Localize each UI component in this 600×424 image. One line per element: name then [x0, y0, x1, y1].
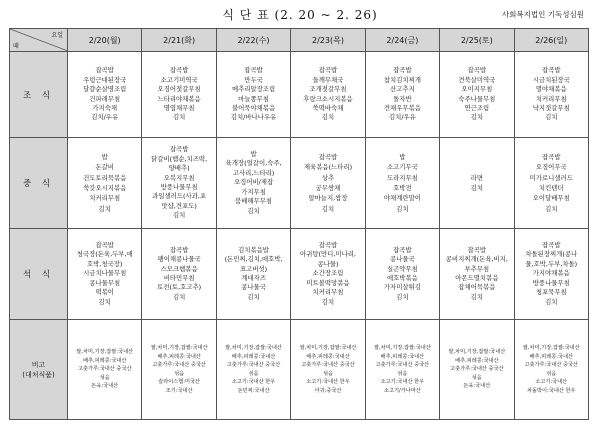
menu-item: 돈육:국내산 — [91, 383, 119, 390]
menu-item: 잡곡밥 — [318, 241, 338, 250]
menu-item: 오이달배무침 — [532, 194, 570, 203]
menu-item: 상추 — [321, 173, 335, 182]
origin-note-cell — [142, 320, 216, 420]
menu-item: 잡곡밥 — [169, 245, 189, 254]
menu-item: 고춧가루:국내산 중국산 — [301, 362, 355, 368]
menu-item: 아몬드멸치볶음 — [455, 274, 499, 282]
menu-item: 고춧가루:국내산 중국산 — [375, 362, 430, 368]
menu-item: 알마늘지,쌈장 — [308, 194, 348, 203]
menu-item: 가지야채볶음 — [532, 269, 570, 278]
menu-item: 시금치나물무침 — [83, 269, 127, 278]
menu-cell — [142, 52, 216, 138]
menu-item: 오징어무국 — [535, 163, 567, 172]
menu-item: 돌자반 — [393, 94, 412, 103]
menu-item: 콩나물국 — [241, 283, 266, 292]
menu-cell — [291, 52, 365, 138]
menu-item: 치커리무침 — [312, 288, 344, 297]
menu-item: 김치 — [321, 297, 335, 306]
menu-cell — [216, 52, 290, 138]
menu-cell — [68, 229, 142, 320]
menu-item: 마늘쫑무침 — [238, 94, 269, 103]
menu-cell — [514, 229, 588, 320]
menu-item: 김치 — [98, 204, 111, 213]
menu-item: 표고버섯) — [239, 264, 268, 273]
menu-item: 김치 — [321, 204, 335, 213]
menu-cell — [68, 138, 142, 229]
menu-cell — [216, 138, 290, 229]
menu-item: 섞음 — [174, 370, 185, 377]
day-header: 2/24(금) — [365, 29, 439, 52]
menu-item: 떡볶이 — [95, 288, 114, 297]
menu-item: 배추,피레콩:국내산 — [306, 353, 350, 360]
menu-cell — [365, 138, 439, 229]
menu-item: 돈갈비 — [95, 163, 114, 172]
menu-item: 건도토리묵볶음 — [83, 173, 127, 182]
menu-item: 섞음 — [471, 374, 482, 381]
menu-item: 고사리,느타리) — [232, 168, 275, 177]
menu-item: 잡곡밥 — [169, 66, 189, 75]
menu-item: 고춧가루:국내산 중국산 — [77, 366, 132, 373]
menu-item: 숙주나물무침 — [458, 94, 496, 103]
menu-item: 섞음 — [322, 370, 333, 377]
menu-item: 아귀:중국산 — [314, 387, 342, 394]
menu-item: 밥 — [101, 152, 108, 161]
menu-item: 배추,피레콩:국내산 — [231, 353, 276, 360]
menu-cell — [216, 229, 290, 320]
origin-note-cell — [440, 320, 514, 420]
menu-table — [9, 28, 589, 420]
menu-item: 가지무침 — [241, 187, 266, 196]
meal-label: 조 식 — [10, 52, 68, 138]
menu-item: 팽이채콩나물국 — [157, 255, 201, 264]
menu-item: 김치 — [247, 206, 260, 215]
origin-note-cell — [291, 320, 365, 420]
menu-item: 김치 — [172, 113, 186, 122]
menu-item: 소고기:국내산 — [535, 379, 568, 385]
menu-cell — [365, 52, 439, 138]
menu-cell — [440, 229, 514, 320]
menu-item: 양배추) — [168, 164, 190, 173]
day-header: 2/23(목) — [291, 29, 365, 52]
day-header: 2/22(수) — [216, 29, 290, 52]
menu-item: 방풍나물무침 — [532, 278, 570, 287]
menu-item: 잡곡밥 — [318, 66, 338, 75]
menu-item: 쑥떡바숙채 — [312, 103, 344, 112]
menu-item: 오복지무침 — [163, 173, 195, 182]
menu-item: 김치 — [470, 113, 483, 122]
menu-item: 잡곡밥 — [542, 241, 561, 250]
menu-item: 쌀,차미,기장,잡쌀:국내산 — [522, 345, 580, 351]
menu-item: 콩나물) — [317, 259, 339, 268]
menu-item: 건파래무침 — [89, 94, 121, 103]
menu-item: 치킨텐더 — [538, 184, 564, 192]
menu-item: 쌀,차미,기장,잡쌀:국내산 — [373, 345, 431, 351]
menu-item: 계대자즈 — [241, 274, 266, 282]
corner-weekday-label: 요일 — [51, 32, 63, 39]
menu-item: 명엽채무침 — [163, 103, 195, 112]
menu-item: 도라지무침 — [386, 173, 418, 182]
menu-item: 잡곡밥 — [467, 66, 487, 75]
menu-item: 김치/바나나우유 — [230, 113, 277, 122]
menu-item: 소고기/가나마산 — [383, 387, 421, 394]
notes-label — [10, 320, 68, 420]
menu-item: 미가로니샐러드 — [529, 173, 573, 182]
menu-item: 섞음 — [546, 370, 557, 377]
menu-item: 맛샵,견포도) — [161, 201, 197, 210]
menu-item: 배추,피레콩:국내산 — [82, 357, 127, 364]
menu-item: 청국장(돈육,두부,애 — [76, 250, 133, 259]
menu-item: 육개장(얼갈이,숙주, — [225, 159, 282, 168]
menu-item: 김치 — [247, 292, 260, 301]
meal-label: 석 식 — [10, 229, 68, 320]
menu-item: 김치/우유 — [388, 113, 416, 122]
menu-item: 가지숙채 — [92, 103, 118, 112]
menu-item: 잡곡밥 — [318, 152, 338, 161]
dinner-row — [10, 229, 589, 320]
corner-meal-label: 때 — [13, 43, 19, 50]
menu-item: 제육볶음(느타리) — [303, 163, 353, 172]
menu-item: 실곤약무침 — [386, 264, 418, 273]
menu-item: 오징어비/제잡 — [233, 178, 274, 187]
menu-item: 치커리무침 — [89, 194, 121, 203]
menu-item: 김치 — [321, 113, 335, 122]
menu-item: 청포묵무침 — [535, 288, 567, 297]
origin-note-cell — [68, 320, 142, 420]
origin-note-cell — [514, 320, 588, 420]
menu-item: 김치 — [98, 297, 111, 306]
menu-item: 궁무쌍채 — [315, 184, 341, 192]
menu-item: 잡곡밥 — [169, 145, 189, 154]
page-title: 식 단 표 (2. 20 ~ 2. 26) — [222, 8, 378, 22]
day-header: 2/20(월) — [68, 29, 142, 52]
menu-cell — [142, 229, 216, 320]
menu-item: 김치볶음밥 — [238, 245, 269, 254]
menu-item: 김치 — [545, 297, 558, 306]
menu-item: 소고기:국내산 한우 — [231, 379, 276, 385]
organization-name: 사회복지법인 기독성심원 — [501, 10, 584, 19]
menu-item: 후랑크소시지볶음 — [303, 94, 353, 103]
menu-item: 들깨무채국 — [312, 75, 344, 84]
menu-item: 만두국 — [244, 75, 263, 84]
menu-item: 조기:국내산 — [165, 387, 193, 394]
menu-item: 견채우무볶음 — [383, 103, 421, 112]
menu-item: 고춧가루:국내산 중국산 — [152, 362, 206, 368]
notes-label-top: 비고 — [31, 360, 46, 369]
menu-cell — [365, 229, 439, 320]
menu-item: 돈육:국내산 — [463, 383, 491, 390]
menu-item: 배추,피레콩:국내산 — [455, 357, 499, 364]
menu-item: 과일샐러드(사과,포 — [152, 192, 207, 201]
menu-item: 배추,피레콩:국내산 — [157, 353, 201, 360]
menu-item: 야채계란말이 — [383, 194, 421, 203]
menu-item: 달걀순살명조림 — [83, 85, 127, 94]
menu-item: 호박,청국장) — [87, 259, 123, 268]
menu-item: 호박전 — [393, 184, 412, 192]
menu-item: 우렁근대된장국 — [83, 75, 127, 84]
menu-item: 멸야채볶음 — [535, 85, 567, 94]
menu-item: 고춧가루:국내산 중국산 — [524, 362, 579, 368]
menu-item: 잡곡밥 — [467, 245, 487, 254]
menu-item: 김치 — [396, 292, 409, 301]
meal-label: 중 식 — [10, 138, 68, 229]
menu-item: 배추,피레콩:국내산 — [380, 353, 425, 360]
menu-item: 김치 — [396, 204, 409, 213]
menu-item: 연근조림 — [464, 103, 490, 112]
corner-cell — [10, 29, 68, 52]
menu-item: 부추무침 — [464, 264, 490, 273]
menu-item: 섞음 — [397, 370, 408, 377]
menu-item: 김치 — [172, 211, 186, 220]
menu-item: 고춧가루:국내산 중국산 — [450, 366, 504, 373]
menu-item: 물,호박,두부,차돌) — [525, 259, 578, 268]
day-header: 2/25(토) — [440, 29, 514, 52]
menu-item: 잡채어묵볶음 — [458, 283, 496, 292]
menu-item: 쌀,차미,기장,잡쌀:국내산 — [225, 345, 282, 351]
menu-cell — [291, 138, 365, 229]
menu-item: 잡곡밥 — [393, 245, 412, 254]
menu-item: 라면 — [470, 173, 483, 182]
menu-item: 쌀,차미,기장,잡쌀:국내산 — [76, 349, 134, 356]
day-header: 2/26(일) — [514, 29, 588, 52]
notes-row — [10, 320, 589, 420]
menu-item: 조개젓갈무침 — [309, 85, 347, 94]
menu-cell — [514, 52, 588, 138]
menu-item: 콩나물무침 — [89, 278, 121, 287]
menu-item: 견북살미역국 — [458, 75, 496, 84]
day-header: 2/21(화) — [142, 29, 216, 52]
menu-item: 김치 — [470, 292, 483, 301]
menu-item: 김치 — [470, 184, 483, 192]
menu-item: 메추리알장조림 — [231, 85, 276, 94]
menu-cell — [142, 138, 216, 229]
menu-item: 참치김치찌개 — [383, 75, 421, 84]
menu-item: 돈민찌:국내산 — [237, 387, 270, 394]
menu-item: 가자미살튀김 — [383, 283, 421, 292]
lunch-row — [10, 138, 589, 229]
menu-item: 불어묵야채볶음 — [231, 103, 276, 112]
menu-item: 비타민무침 — [163, 274, 195, 282]
menu-item: 스모크햄볶음 — [160, 264, 198, 273]
menu-cell — [68, 52, 142, 138]
menu-cell — [440, 138, 514, 229]
menu-item: 닭갈비(햄순,치즈떡, — [151, 154, 208, 163]
menu-item: 소고기:국내산 한우 — [380, 379, 425, 385]
menu-cell — [291, 229, 365, 320]
menu-item: 고춧가루:국내산 중국산 — [226, 362, 281, 368]
menu-item: 산고추지 — [390, 85, 415, 94]
menu-item: 방풍나물무침 — [160, 183, 198, 191]
menu-item: 토전(토,호고추) — [157, 283, 202, 292]
menu-item: 느타리야채볶음 — [157, 94, 201, 103]
menu-item: 쌀,차미,기장,잡쌀:국내산 — [448, 349, 506, 356]
menu-item: 치커리무침 — [535, 94, 567, 103]
menu-item: 잡곡밥 — [95, 241, 114, 250]
menu-item: 쌀,차미,기장,잡쌀:국내산 — [299, 345, 357, 351]
menu-item: 애호박볶음 — [386, 274, 418, 282]
origin-note-cell — [365, 320, 439, 420]
menu-item: 콩비지찌개(돈육,비지, — [445, 255, 508, 264]
menu-item: 차돌박이:국내산 한우 — [527, 387, 576, 394]
menu-item: 밥 — [250, 150, 257, 159]
notes-label-bottom: (대처식품) — [22, 370, 55, 379]
menu-item: 쑥갓오시지볶음 — [83, 184, 127, 192]
menu-item: 배추,피레콩:국내산 — [529, 353, 574, 360]
breakfast-row — [10, 52, 589, 138]
menu-item: 김치/우유 — [91, 113, 119, 122]
menu-item: 밥 — [399, 152, 406, 161]
menu-item: 소고기:국내산 한우 — [306, 379, 350, 385]
menu-item: (돈민찌,김치,애호박, — [224, 255, 283, 264]
menu-item: 잡곡밥 — [542, 66, 561, 75]
menu-item: 김치 — [545, 113, 558, 122]
origin-note-cell — [216, 320, 290, 420]
menu-item: 소간장조림 — [312, 269, 344, 278]
menu-item: 붐배해무무침 — [235, 197, 273, 206]
menu-item: 오이지무침 — [461, 85, 493, 94]
menu-item: 쌀,차미,기장,잡쌀:국내산 — [150, 345, 208, 351]
day-header-row — [10, 29, 589, 52]
menu-item: 섞음 — [248, 370, 259, 377]
menu-item: 슬라이스햄:미국산 — [158, 379, 201, 385]
menu-item: 미트볼떡망볶음 — [306, 278, 350, 287]
menu-cell — [514, 138, 588, 229]
menu-item: 소고기무국 — [386, 163, 418, 172]
menu-item: 아귀탕(만디,미나리, — [300, 250, 356, 259]
menu-item: 낙지젓갈무침 — [532, 103, 570, 112]
menu-item: 잡곡밥 — [542, 152, 561, 161]
menu-item: 잡곡밥 — [244, 66, 263, 75]
menu-item: 콩나물국 — [390, 255, 415, 264]
menu-item: 섞음 — [99, 374, 110, 381]
menu-item: 오징어젓갈무침 — [157, 85, 201, 94]
menu-item: 시금치된장국 — [532, 75, 570, 84]
menu-item: 김치 — [172, 292, 186, 301]
menu-item: 잡곡밥 — [95, 66, 114, 75]
menu-cell — [440, 52, 514, 138]
menu-item: 잡곡밥 — [393, 66, 412, 75]
menu-item: 김치 — [545, 204, 558, 213]
menu-item: 차돌된장찌개(콩나 — [525, 250, 578, 259]
menu-item: 소고기미역국 — [160, 75, 198, 84]
